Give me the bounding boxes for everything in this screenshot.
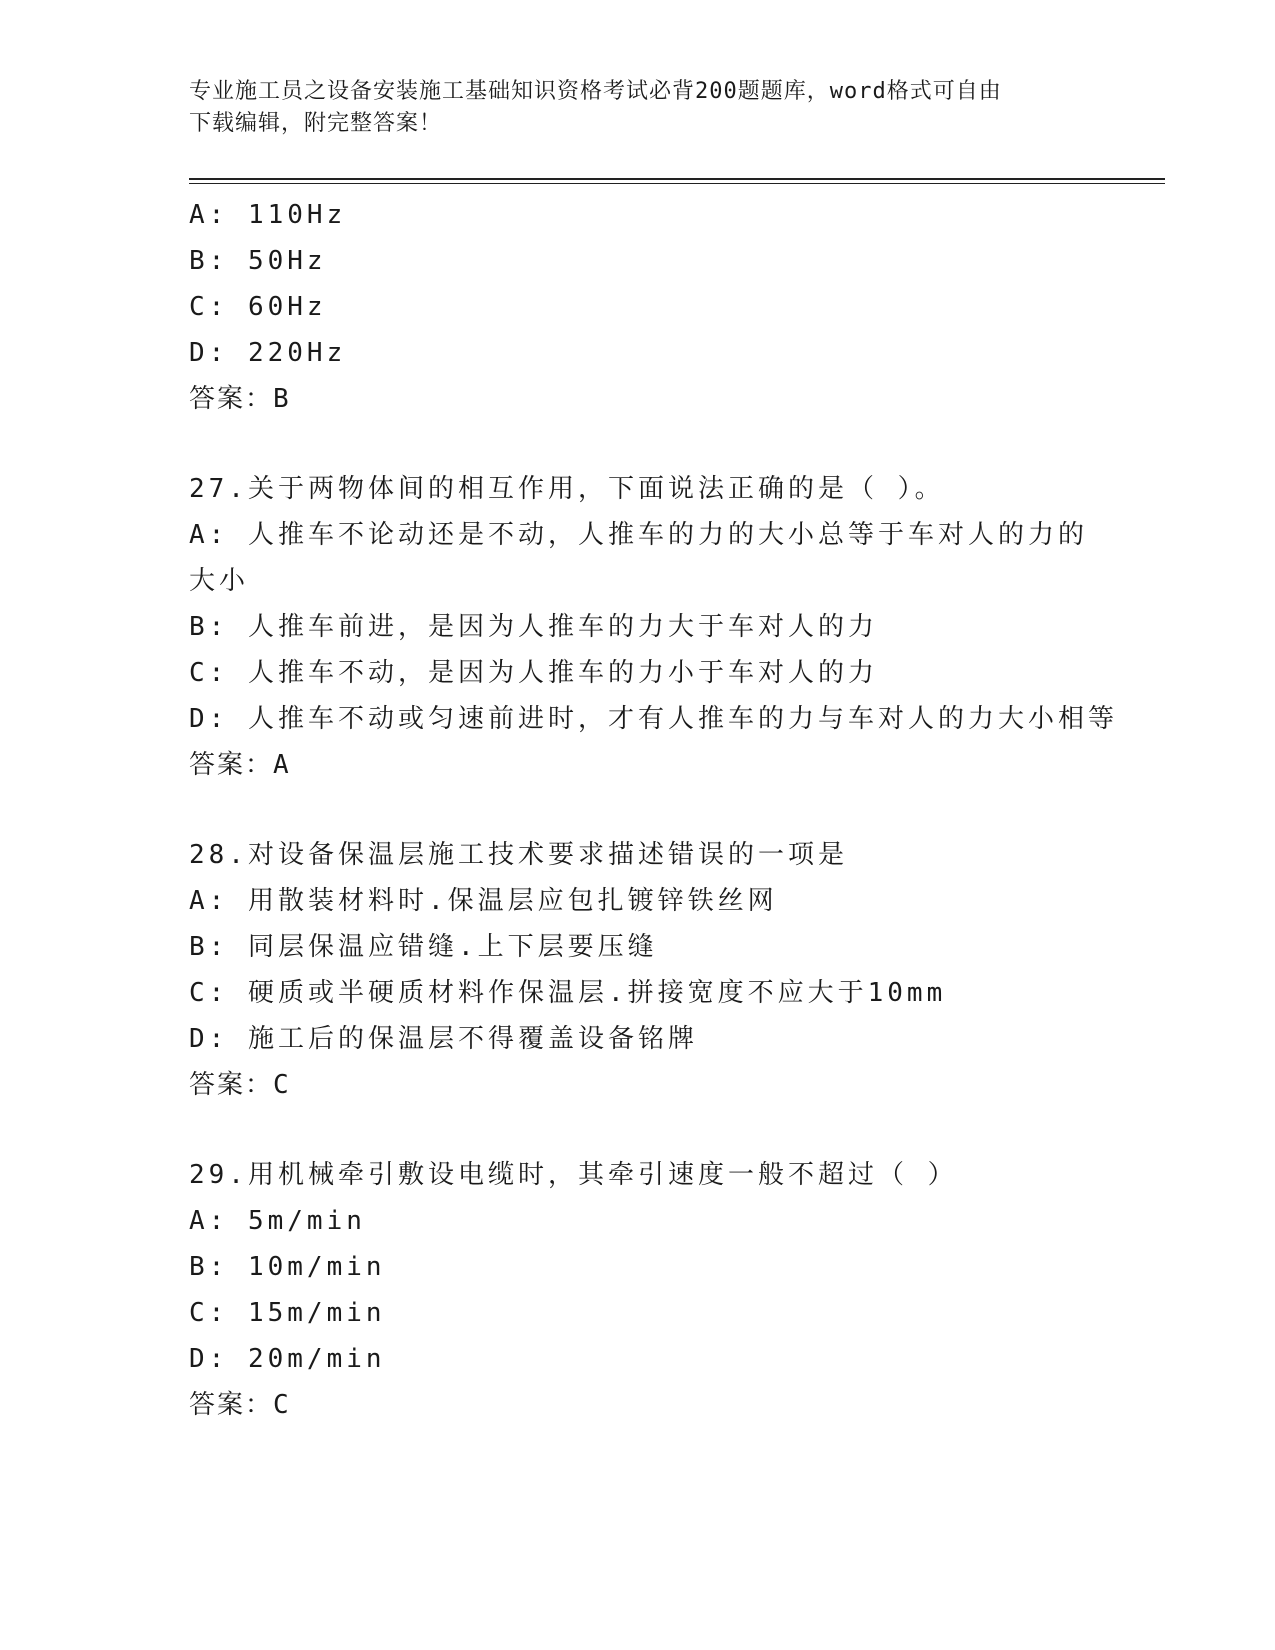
header-line-1: 专业施工员之设备安装施工基础知识资格考试必背200题题库，word格式可自由 [189, 79, 1002, 104]
option-a: A: 用散装材料时.保温层应包扎镀锌铁丝网 [189, 886, 778, 916]
header-line-2: 下载编辑，附完整答案！ [189, 111, 443, 136]
option-b: B: 人推车前进，是因为人推车的力大于车对人的力 [189, 612, 878, 642]
option-b: B: 10m/min [189, 1252, 386, 1282]
document-header [189, 76, 1089, 140]
option-c: C: 人推车不动，是因为人推车的力小于车对人的力 [189, 658, 878, 688]
question-list [189, 192, 1118, 1428]
option-a: A: 110Hz [189, 200, 347, 230]
question-26 [189, 192, 1089, 422]
question-text: 29.用机械牵引敷设电缆时，其牵引速度一般不超过（ ） [189, 1160, 958, 1190]
question-29 [189, 1152, 1089, 1428]
question-27 [189, 466, 1118, 788]
question-text: 27.关于两物体间的相互作用，下面说法正确的是（ ）。 [189, 474, 945, 504]
option-c: C: 硬质或半硬质材料作保温层.拼接宽度不应大于10mm [189, 978, 947, 1008]
header-rule-thin [189, 183, 1165, 184]
question-28 [189, 832, 1089, 1108]
question-text: 28.对设备保温层施工技术要求描述错误的一项是 [189, 840, 848, 870]
header-rule-thick [189, 178, 1165, 180]
option-c: C: 60Hz [189, 292, 327, 322]
option-d: D: 施工后的保温层不得覆盖设备铭牌 [189, 1024, 698, 1054]
option-d: D: 220Hz [189, 338, 347, 368]
option-c: C: 15m/min [189, 1298, 386, 1328]
option-d: D: 人推车不动或匀速前进时，才有人推车的力与车对人的力大小相等 [189, 704, 1118, 734]
option-b: B: 50Hz [189, 246, 327, 276]
spacer [189, 422, 1089, 466]
answer: 答案：C [189, 1070, 291, 1100]
answer: 答案：A [189, 750, 291, 780]
option-a: A: 人推车不论动还是不动，人推车的力的大小总等于车对人的力的大小 [189, 520, 1088, 596]
spacer [189, 788, 1089, 832]
answer: 答案：B [189, 384, 291, 414]
spacer [189, 1108, 1089, 1152]
option-a: A: 5m/min [189, 1206, 366, 1236]
answer: 答案：C [189, 1390, 291, 1420]
option-b: B: 同层保温应错缝.上下层要压缝 [189, 932, 658, 962]
option-d: D: 20m/min [189, 1344, 386, 1374]
